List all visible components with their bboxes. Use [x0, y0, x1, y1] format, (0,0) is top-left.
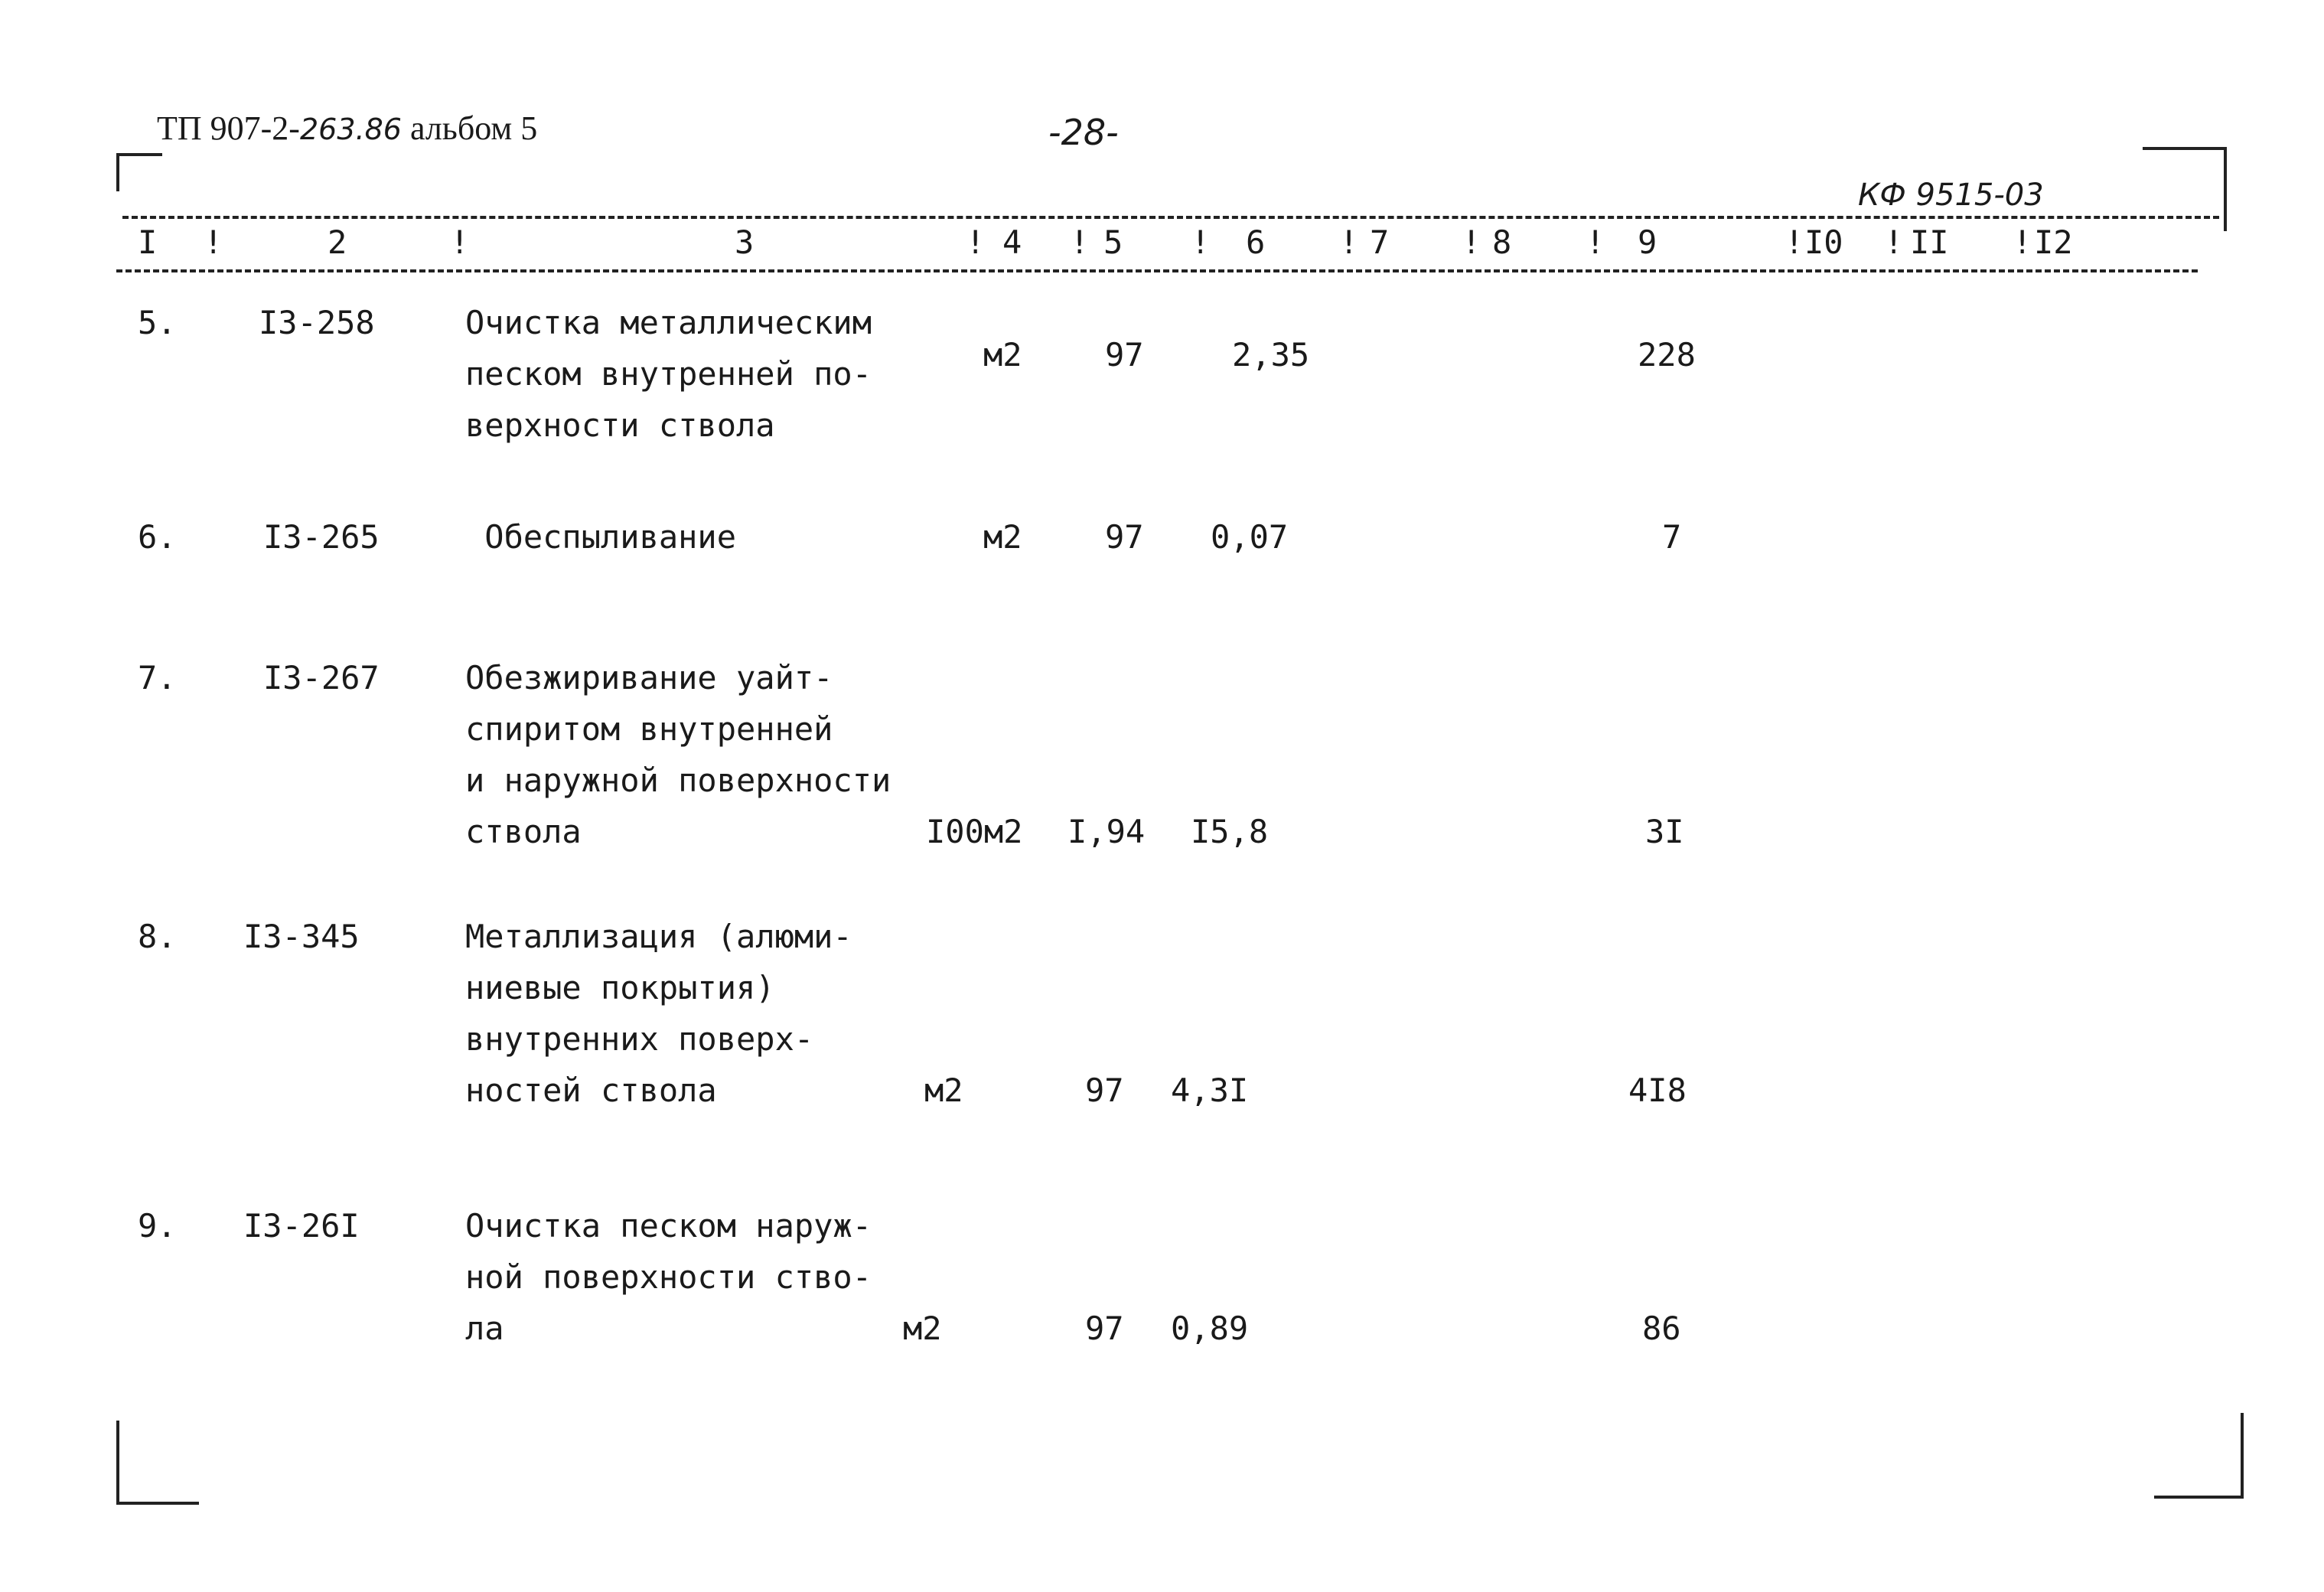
row-number: 7. — [138, 659, 177, 696]
column-number: 4 — [1002, 223, 1022, 261]
frame-corner-top-right — [2224, 147, 2227, 231]
column-separator: ! — [1339, 223, 1359, 261]
column-separator: ! — [2013, 223, 2032, 261]
frame-corner-bottom-right — [2241, 1413, 2244, 1499]
column-separator: ! — [1884, 223, 1904, 261]
work-description: Очистка металлическим песком внутренней по- верхности ствола — [465, 304, 872, 444]
column-number: I — [138, 223, 158, 261]
row-number: 8. — [138, 918, 177, 955]
work-description: Обеспыливание — [465, 518, 737, 556]
row-number: 5. — [138, 304, 177, 341]
quantity: 97 — [1105, 518, 1144, 556]
total-cost: 4I8 — [1628, 1072, 1687, 1109]
total-cost: 228 — [1638, 336, 1696, 374]
frame-corner-bottom-left-h — [116, 1502, 199, 1505]
column-separator: ! — [1462, 223, 1481, 261]
document-series: ТП 907-2- — [157, 109, 300, 147]
unit: м2 — [924, 1072, 963, 1109]
column-number: 9 — [1638, 223, 1657, 261]
norm-code: I3-26I — [243, 1207, 360, 1245]
quantity: I,94 — [1067, 813, 1146, 850]
norm-code: I3-265 — [263, 518, 380, 556]
work-description: Металлизация (алюми- ниевые покрытия) внутренних поверх- ностей ствола — [465, 918, 852, 1109]
quantity: 97 — [1085, 1072, 1124, 1109]
unit: I00м2 — [926, 813, 1023, 850]
unit-rate: 0,07 — [1211, 518, 1289, 556]
frame-corner-bottom-left — [116, 1421, 119, 1505]
unit: м2 — [903, 1310, 942, 1347]
frame-corner-top-right-h — [2143, 147, 2227, 150]
document-title — [157, 109, 537, 148]
norm-code: I3-345 — [243, 918, 360, 955]
unit-rate: 4,3I — [1171, 1072, 1249, 1109]
unit: м2 — [983, 518, 1022, 556]
column-number: 3 — [735, 223, 755, 261]
work-description: Очистка песком наруж- ной поверхности ство- ла — [465, 1207, 872, 1347]
total-cost: 86 — [1642, 1310, 1681, 1347]
column-number: I0 — [1804, 223, 1843, 261]
unit-rate: 2,35 — [1232, 336, 1310, 374]
header-bottom-rule — [116, 269, 2198, 272]
column-separator: ! — [966, 223, 986, 261]
total-cost: 7 — [1662, 518, 1682, 556]
column-separator: ! — [450, 223, 470, 261]
quantity: 97 — [1085, 1310, 1124, 1347]
column-separator: ! — [1785, 223, 1804, 261]
document-code: КФ 9515-03 — [1858, 178, 2044, 213]
column-number: 2 — [328, 223, 347, 261]
document-number-handwritten: 263.86 — [299, 113, 402, 146]
frame-corner-top-left — [116, 153, 119, 191]
row-number: 9. — [138, 1207, 177, 1245]
quantity: 97 — [1105, 336, 1144, 374]
norm-code: I3-258 — [259, 304, 375, 341]
column-separator: ! — [1070, 223, 1090, 261]
row-number: 6. — [138, 518, 177, 556]
column-number: 7 — [1370, 223, 1390, 261]
frame-corner-bottom-right-h — [2154, 1496, 2244, 1499]
album-label: альбом 5 — [409, 109, 538, 147]
column-separator: ! — [1586, 223, 1605, 261]
column-number: 5 — [1103, 223, 1123, 261]
column-number: II — [1910, 223, 1949, 261]
column-number: I2 — [2034, 223, 2073, 261]
column-number: 8 — [1492, 223, 1512, 261]
unit: м2 — [983, 336, 1022, 374]
page-number: -28- — [1048, 112, 1119, 153]
column-separator: ! — [1191, 223, 1211, 261]
norm-code: I3-267 — [263, 659, 380, 696]
work-description: Обезжиривание уайт- спиритом внутренней и наружной поверхности ствола — [465, 659, 891, 850]
column-number: 6 — [1246, 223, 1266, 261]
unit-rate: 0,89 — [1171, 1310, 1249, 1347]
frame-corner-top-left-h — [116, 153, 162, 156]
column-separator: ! — [204, 223, 223, 261]
unit-rate: I5,8 — [1191, 813, 1269, 850]
total-cost: 3I — [1645, 813, 1684, 850]
header-top-rule — [122, 216, 2219, 219]
